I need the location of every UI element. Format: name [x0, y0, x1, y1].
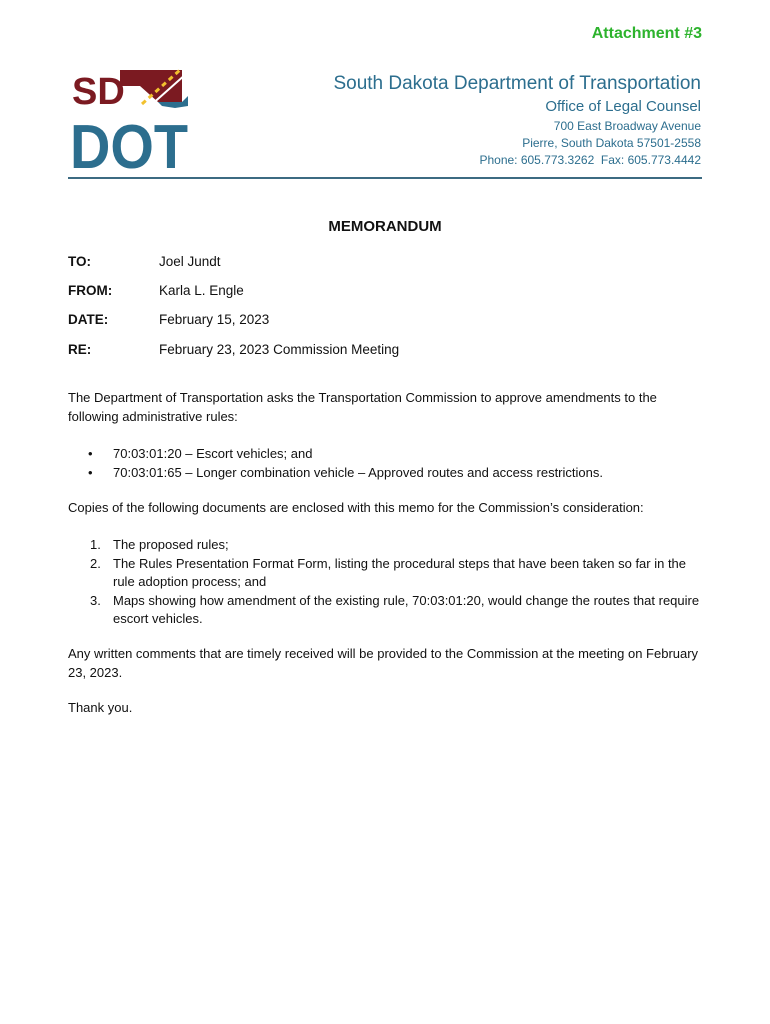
list-item [88, 444, 708, 463]
documents-list [88, 536, 708, 629]
bullet-icon: • [88, 465, 93, 480]
list-item [88, 463, 708, 482]
office-name: Office of Legal Counsel [545, 98, 701, 115]
list-number: 1. [90, 537, 101, 552]
letterhead [333, 72, 701, 169]
department-name: South Dakota Department of Transportation [333, 73, 701, 94]
from-value: Karla L. Engle [159, 283, 244, 298]
phone-fax: Phone: 605.773.3262 Fax: 605.773.4442 [479, 153, 701, 167]
from-label: FROM: [68, 283, 113, 298]
list-item [88, 536, 708, 555]
bullet-icon: • [88, 446, 93, 461]
date-value: February 15, 2023 [159, 312, 270, 327]
logo-text-dot: DOT [70, 113, 189, 171]
intro-paragraph: The Department of Transportation asks the Transportation Commission to approve amendments to the following administrative rules: [68, 390, 657, 424]
list-number: 3. [90, 592, 101, 608]
header-divider [68, 177, 702, 179]
address-line-1: 700 East Broadway Avenue [553, 119, 701, 133]
logo-text-sd: SD [72, 71, 125, 113]
list-number: 2. [90, 555, 101, 571]
rules-list [88, 444, 708, 482]
re-label: RE: [68, 342, 92, 357]
document-text: Maps showing how amendment of the existing rule, 70:03:01:20, would change the routes that require escort vehicles. [113, 592, 700, 626]
rule-text: 70:03:01:20 – Escort vehicles; and [113, 446, 313, 461]
attachment-label: Attachment #3 [591, 25, 702, 42]
memo-title: MEMORANDUM [328, 218, 442, 235]
list-item [88, 555, 708, 592]
to-label: TO: [68, 254, 91, 269]
address-line-2: Pierre, South Dakota 57501-2558 [522, 136, 701, 150]
re-value: February 23, 2023 Commission Meeting [159, 342, 400, 357]
comments-paragraph: Any written comments that are timely received will be provided to the Commission at the meeting on February 23, 2023. [68, 646, 699, 680]
closing-text: Thank you. [68, 700, 133, 715]
document-text: The Rules Presentation Format Form, listing the procedural steps that have been taken so far in the rule adoption process; and [113, 555, 687, 589]
copies-paragraph: Copies of the following documents are enclosed with this memo for the Commission’s consideration: [68, 500, 644, 515]
sddot-logo [70, 66, 190, 171]
rule-text: 70:03:01:65 – Longer combination vehicle – Approved routes and access restrictions. [113, 465, 603, 480]
document-text: The proposed rules; [113, 537, 229, 552]
list-item [88, 592, 708, 629]
date-label: DATE: [68, 312, 109, 327]
to-value: Joel Jundt [159, 254, 221, 269]
